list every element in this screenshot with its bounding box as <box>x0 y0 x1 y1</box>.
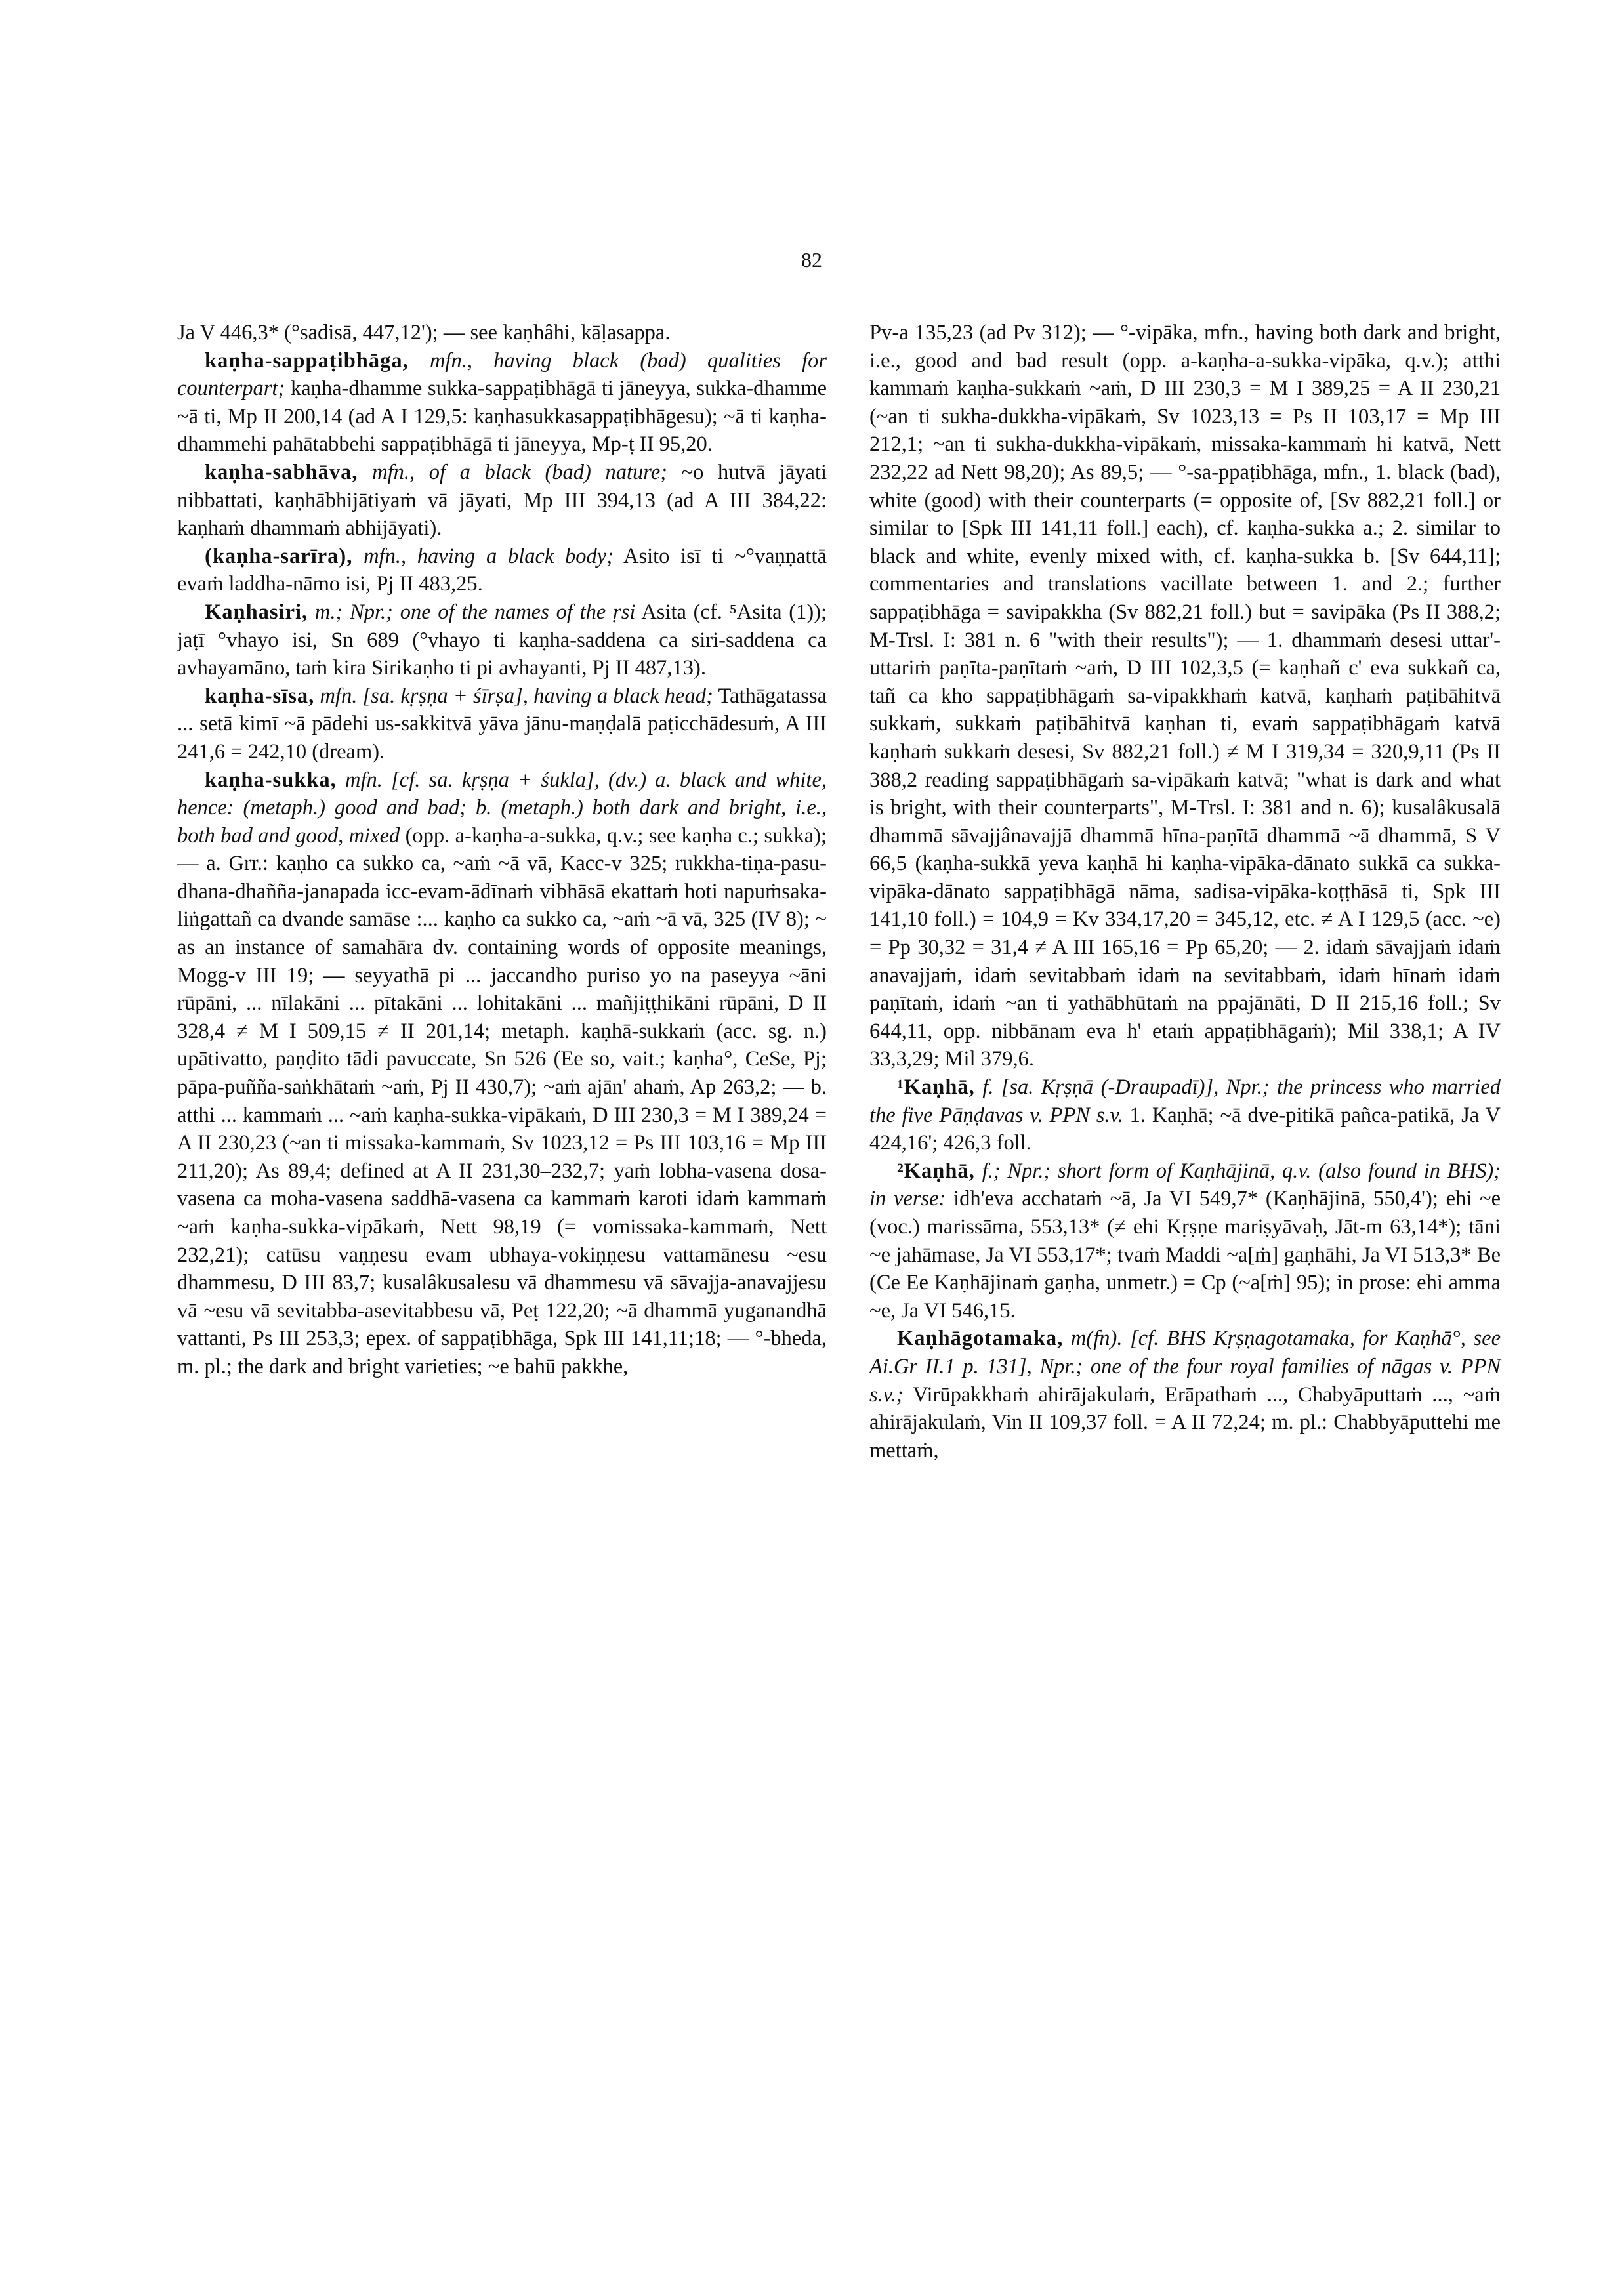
dictionary-entry <box>869 319 1501 1073</box>
page-number: 82 <box>801 248 822 272</box>
dictionary-entry <box>177 347 827 459</box>
entry-headword: kaṇha-sīsa, <box>205 684 315 708</box>
dictionary-entry <box>177 766 827 1381</box>
entry-gloss: m(fn). [cf. BHS Kṛṣṇagotamaka, for Kaṇhā°, see Ai.Gr II.1 p. 131], Npr.; one of the four royal families of nāgas v. PPN s.v.; <box>869 1327 1501 1407</box>
dictionary-entry <box>177 682 827 766</box>
entry-headword: ¹Kaṇhā, <box>897 1075 975 1100</box>
entry-body: Ja V 446,3* (°sadisā, 447,12'); — see kaṇhâhi, kāḷasappa. <box>177 321 671 344</box>
entry-headword: (kaṇha-sarīra), <box>205 544 353 568</box>
entry-headword: kaṇha-sukka, <box>205 768 337 792</box>
left-column <box>177 319 827 1381</box>
entry-headword: Kaṇhāgotamaka, <box>897 1327 1064 1351</box>
entry-headword: kaṇha-sabhāva, <box>205 460 358 484</box>
entry-body: (opp. a-kaṇha-a-sukka, q.v.; see kaṇha c.; sukka); — a. Grr.: kaṇho ca sukko ca, ~aṁ ~ā vā, Kacc-v 325; rukkha-tiṇa-pasu-dhana-dhañña-janapada icc-evam-ādīnaṁ vibhāsā ekattaṁ hoti napuṁsaka-liṅgattañ ca dvande samāse :... kaṇho ca sukko ca, ~aṁ ~ā vā, 325 (IV 8); ~ as an instance of samahāra dv. containing words of opposite meanings, Mogg-v III 19; — seyyathā pi ... jaccandho puriso yo na paseyya ~āni rūpāni, ... nīlakāni ... pītakāni ... lohitakāni ... mañjiṭṭhikāni rūpāni, D II 328,4 ≠ M I 509,15 ≠ II 201,14; metaph. kaṇhā-sukkaṁ (acc. sg. n.) upātivatto, paṇḍito tādi pavuccate, Sn 526 (Ee so, vait.; kaṇha°, CeSe, Pj; pāpa-puñña-saṅkhātaṁ ~aṁ, Pj II 430,7); ~aṁ ajān' ahaṁ, Ap 263,2; — b. atthi ... kammaṁ ... ~aṁ kaṇha-sukka-vipākaṁ, D III 230,3 = M I 389,24 = A II 230,23 (~an ti missaka-kammaṁ, Sv 1023,12 = Ps III 103,16 = Mp III 211,20); As 89,4; defined at A II 231,30–232,7; yaṁ lobha-vasena dosa-vasena ca moha-vasena saddhā-vasena ca kammaṁ karoti idaṁ kammaṁ ~aṁ kaṇha-sukka-vipākaṁ, Nett 98,19 (= vomissaka-kammaṁ, Nett 232,21); catūsu vaṇṇesu evam ubhaya-vokiṇṇesu vattamānesu ~esu dhammesu, D III 83,7; kusalâkusalesu vā dhammesu vā sāvajja-anavajjesu vā ~esu vā sevitabba-asevitabbesu vā, Peṭ 122,20; ~ā dhammā yuganandhā vattanti, Ps III 253,3; epex. of sappaṭibhāga, Spk III 141,11;18; — °-bheda, m. pl.; the dark and bright varieties; ~e bahū pakkhe, <box>177 823 827 1378</box>
entry-headword: kaṇha-sappaṭibhāga, <box>205 348 409 373</box>
entry-body: idh'eva acchataṁ ~ā, Ja VI 549,7* (Kaṇhājinā, 550,4'); ehi ~e (voc.) marissāma, 553,13* (≠ ehi Kṛṣṇe mariṣyāvaḥ, Jāt-m 63,14*); tāni ~e jahāmase, Ja VI 553,17*; tvaṁ Maddi ~a[ṁ] gaṇhāhi, Ja VI 513,3* Be (Ce Ee Kaṇhājinaṁ gaṇha, unmetr.) = Cp (~a[ṁ] 95); in prose: ehi amma ~e, Ja VI 546,15. <box>869 1187 1501 1323</box>
entry-body: 1. Kaṇhā; ~ā dve-pitikā pañca-patikā, Ja V 424,16'; 426,3 foll. <box>869 1103 1501 1155</box>
entry-body: Asita (cf. ⁵Asita (1)); jaṭī °vhayo isi, Sn 689 (°vhayo ti kaṇha-saddena ca siri-saddena ca avhayamāno, taṁ kira Sirikaṇho ti pi avhayanti, Pj II 487,13). <box>177 600 827 680</box>
entry-gloss: f. [sa. Kṛṣṇā (-Draupadī)], Npr.; the princess who married the five Pāṇḍavas v. PPN s.v. <box>869 1075 1501 1127</box>
entry-gloss: mfn. [cf. sa. kṛṣṇa + śukla], (dv.) a. black and white, hence: (metaph.) good and bad; b. (metaph.) both dark and bright, i.e., both bad and good, mixed <box>177 768 827 848</box>
entry-body: Asito isī ti ~°vaṇṇattā evaṁ laddha-nāmo isi, Pj II 483,25. <box>177 544 827 596</box>
dictionary-entry <box>177 319 827 347</box>
entry-gloss: mfn., having black (bad) qualities for counterpart; <box>177 348 827 401</box>
entry-gloss: f.; Npr.; short form of Kaṇhājinā, q.v. (also found in BHS); in verse: <box>869 1159 1501 1211</box>
entry-gloss: mfn., having a black body; <box>364 544 614 568</box>
dictionary-entry <box>869 1325 1501 1464</box>
dictionary-entry <box>177 543 827 598</box>
entry-headword: ²Kaṇhā, <box>897 1159 975 1183</box>
dictionary-entry <box>177 459 827 543</box>
entry-headword: Kaṇhasiri, <box>205 600 308 624</box>
entry-body: kaṇha-dhamme sukka-sappaṭibhāgā ti jāneyya, sukka-dhamme ~ā ti, Mp II 200,14 (ad A I 129,5: kaṇhasukkasappaṭibhāgesu); ~ā ti kaṇha-dhammehi pahātabbehi sappaṭibhāgā ti jāneyya, Mp-ṭ II 95,20. <box>177 377 827 457</box>
dictionary-entry <box>869 1073 1501 1157</box>
entry-gloss: mfn., of a black (bad) nature; <box>372 460 667 484</box>
entry-body: Tathāgatassa ... setā kimī ~ā pādehi us-sakkitvā yāva jānu-maṇḍalā paṭicchādesuṁ, A III 241,6 = 242,10 (dream). <box>177 684 827 764</box>
entry-body: Pv-a 135,23 (ad Pv 312); — °-vipāka, mfn., having both dark and bright, i.e., good and bad result (opp. a-kaṇha-a-sukka-vipāka, q.v.); atthi kammaṁ kaṇha-sukkaṁ ~aṁ, D III 230,3 = M I 389,25 = A II 230,21 (~an ti sukha-dukkha-vipākaṁ, Sv 1023,13 = Ps II 103,17 = Mp III 212,1; ~an ti sukha-dukkha-vipākaṁ, missaka-kammaṁ hi katvā, Nett 232,22 ad Nett 98,20); As 89,5; — °-sa-ppaṭibhāga, mfn., 1. black (bad), white (good) with their counterparts (= opposite of, [Sv 882,21 foll.] or similar to [Spk III 141,11 foll.] each), cf. kaṇha-sukka a.; 2. similar to black and white, evenly mixed with, cf. kaṇha-sukka b. [Sv 644,11]; commentaries and translations vacillate between 1. and 2.; further sappaṭibhāga = savipakkha (Sv 882,21 foll.) but = savipāka (Ps II 388,2; M-Trsl. I: 381 n. 6 "with their results"); — 1. dhammaṁ desesi uttar'-uttariṁ paṇīta-paṇītaṁ ~aṁ, D III 102,3,5 (= kaṇhañ c' eva sukkañ ca, tañ ca kho sappaṭibhāgaṁ sa-vipakkhaṁ katvā, kaṇhaṁ paṭibāhitvā sukkaṁ, sukkaṁ paṭibāhitvā kaṇhan ti, evaṁ sappaṭibhāgaṁ katvā kaṇhaṁ sukkaṁ desesi, Sv 882,21 foll.) ≠ M I 319,34 = 320,9,11 (Ps II 388,2 reading sappaṭibhāgaṁ sa-vipākaṁ katvā; "what is dark and what is bright, with their counterparts", M-Trsl. I: 381 and n. 6); kusalâkusalā dhammā sāvajjânavajjā dhammā hīna-paṇītā dhammā ~ā dhammā, S V 66,5 (kaṇha-sukkā yeva kaṇhā hi kaṇha-vipāka-dānato sukkā ca sukka-vipāka-dānato sappaṭibhāgā nāma, sadisa-vipāka-koṭṭhāsā ti, Spk III 141,10 foll.) = 104,9 = Kv 334,17,20 = 345,12, etc. ≠ A I 129,5 (acc. ~e) = Pp 30,32 = 31,4 ≠ A III 165,16 = Pp 65,20; — 2. idaṁ sāvajjaṁ idaṁ anavajjaṁ, idaṁ sevitabbaṁ idaṁ na sevitabbaṁ, idaṁ hīnaṁ idaṁ paṇītaṁ, idaṁ ~an ti yathābhūtaṁ na ppajānāti, D II 215,16 foll.; Sv 644,11, opp. nibbānam eva h' etaṁ appaṭibhāgaṁ); Mil 338,1; A IV 33,3,29; Mil 379,6. <box>869 321 1501 1071</box>
entry-gloss: m.; Npr.; one of the names of the ṛsi <box>314 600 636 624</box>
entry-body: Virūpakkhaṁ ahirājakulaṁ, Erāpathaṁ ..., Chabyāputtaṁ ..., ~aṁ ahirājakulaṁ, Vin II 109,37 foll. = A II 72,24; m. pl.: Chabbyāputtehi me mettaṁ, <box>869 1382 1501 1462</box>
right-column <box>869 319 1501 1464</box>
entry-body: ~o hutvā jāyati nibbattati, kaṇhābhijātiyaṁ vā jāyati, Mp III 394,13 (ad A III 384,22: kaṇhaṁ dhammaṁ abhijāyati). <box>177 460 827 541</box>
entry-gloss: mfn. [sa. kṛṣṇa + śīrṣa], having a black head; <box>320 684 713 708</box>
dictionary-entry <box>869 1157 1501 1325</box>
dictionary-entry <box>177 598 827 682</box>
